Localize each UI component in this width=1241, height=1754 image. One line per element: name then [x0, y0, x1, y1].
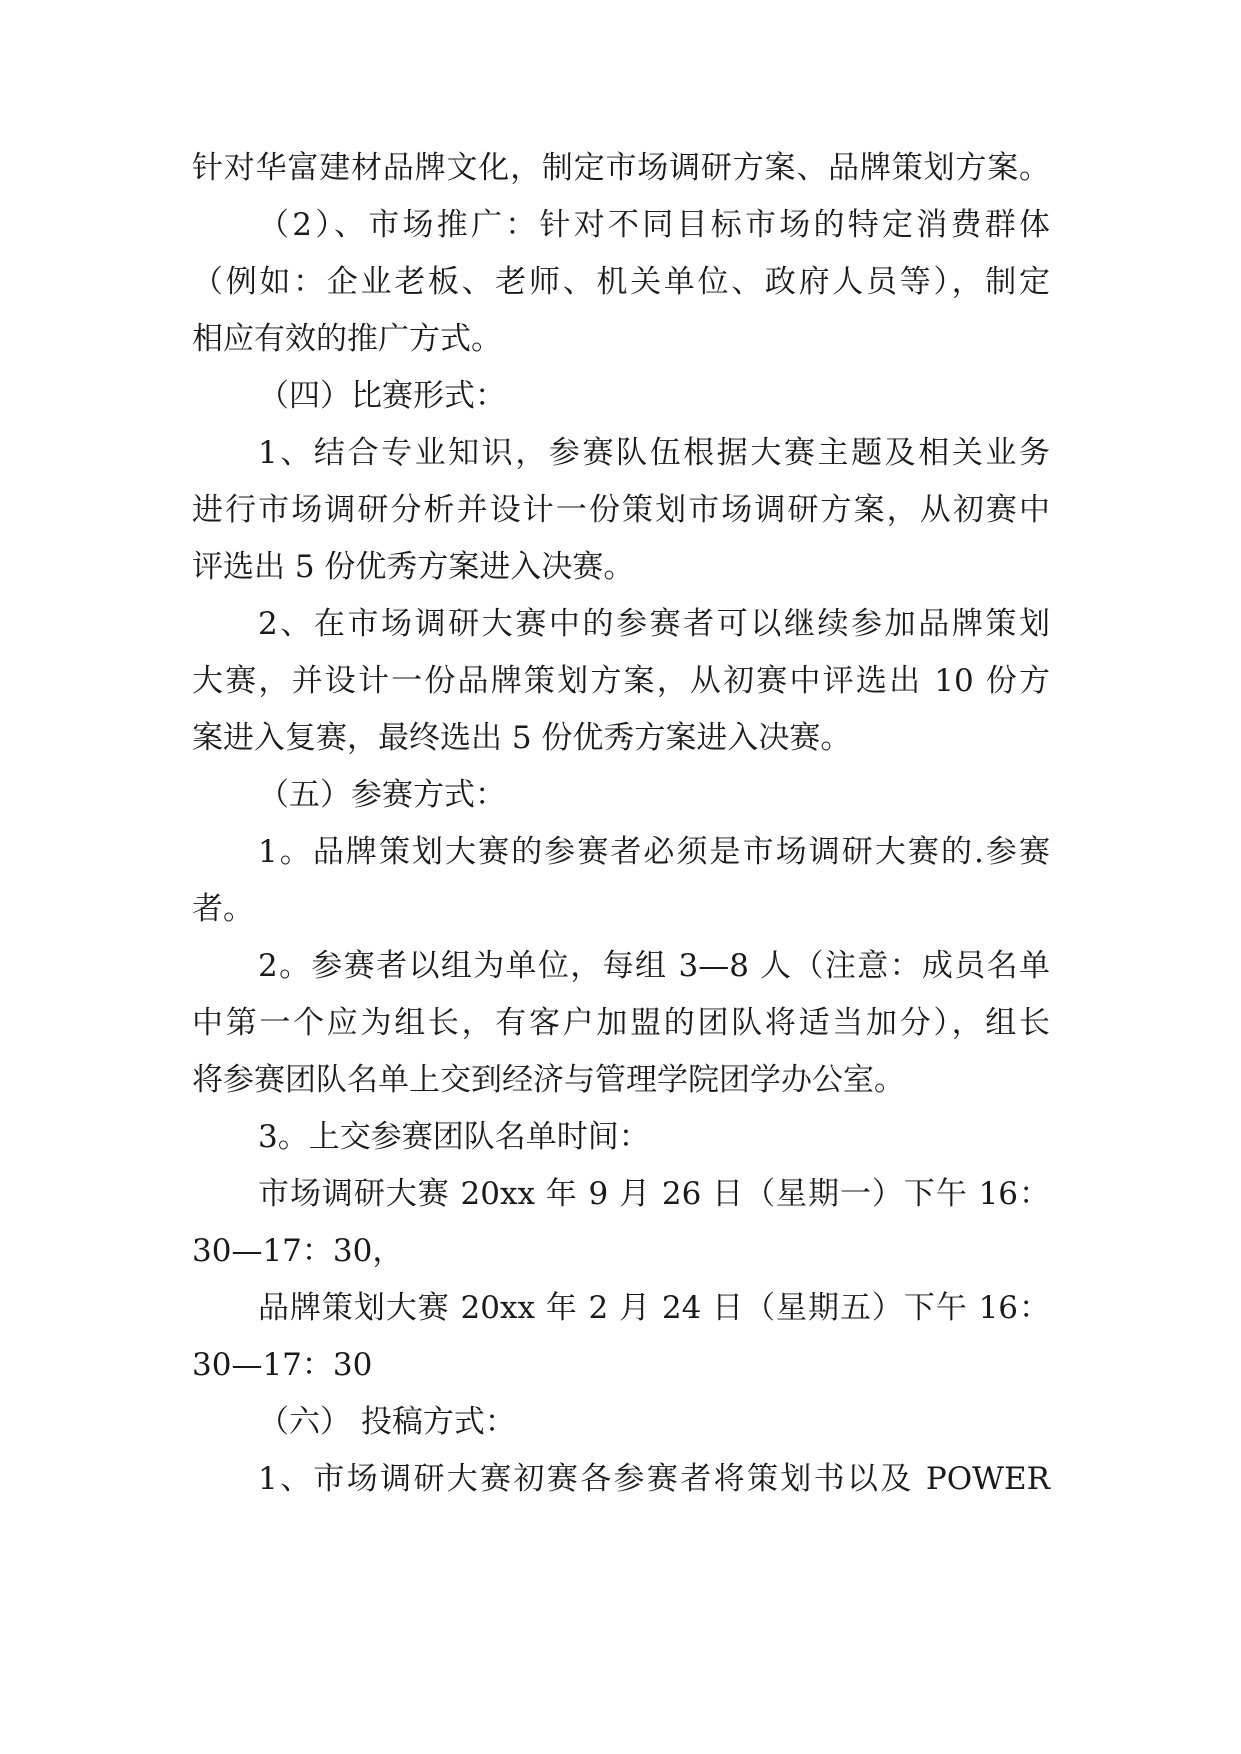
text-line-6: 1、结合专业知识，参赛队伍根据大赛主题及相关业务 — [258, 435, 1050, 471]
section-heading-6: （六） 投稿方式： — [258, 1404, 516, 1440]
text-line-17: 将参赛团队名单上交到经济与管理学院团学办公室。 — [192, 1062, 905, 1098]
text-line-20: 30—17：30， — [192, 1233, 404, 1269]
section-heading-4: （四）比赛形式： — [258, 378, 506, 414]
text-line-19: 市场调研大赛 20xx 年 9 月 26 日（星期一）下午 16： — [258, 1176, 1050, 1212]
text-line-16: 中第一个应为组长，有客户加盟的团队将适当加分），组长 — [192, 1005, 1050, 1041]
text-line-22: 30—17：30 — [192, 1347, 373, 1383]
text-line-8: 评选出 5 份优秀方案进入决赛。 — [192, 549, 635, 585]
text-line-9: 2、在市场调研大赛中的参赛者可以继续参加品牌策划 — [258, 606, 1050, 642]
text-line-13: 1。品牌策划大赛的参赛者必须是市场调研大赛的.参赛 — [258, 834, 1050, 870]
text-line-10: 大赛，并设计一份品牌策划方案，从初赛中评选出 10 份方 — [192, 663, 1050, 699]
text-line-11: 案进入复赛，最终选出 5 份优秀方案进入决赛。 — [192, 720, 852, 756]
text-line-24: 1、市场调研大赛初赛各参赛者将策划书以及 POWER — [258, 1461, 1050, 1497]
text-line-14: 者。 — [192, 891, 254, 927]
text-line-15: 2。参赛者以组为单位，每组 3—8 人（注意：成员名单 — [258, 948, 1050, 984]
text-line-1: 针对华富建材品牌文化，制定市场调研方案、品牌策划方案。 — [192, 150, 1050, 186]
text-line-3: （例如：企业老板、老师、机关单位、政府人员等），制定 — [192, 264, 1050, 300]
section-heading-5: （五）参赛方式： — [258, 777, 506, 813]
text-line-2: （2）、市场推广：针对不同目标市场的特定消费群体 — [258, 207, 1050, 243]
text-line-18: 3。上交参赛团队名单时间： — [258, 1119, 650, 1155]
text-line-21: 品牌策划大赛 20xx 年 2 月 24 日（星期五）下午 16： — [258, 1290, 1050, 1326]
text-line-4: 相应有效的推广方式。 — [192, 321, 502, 357]
text-line-7: 进行市场调研分析并设计一份策划市场调研方案，从初赛中 — [192, 492, 1050, 528]
